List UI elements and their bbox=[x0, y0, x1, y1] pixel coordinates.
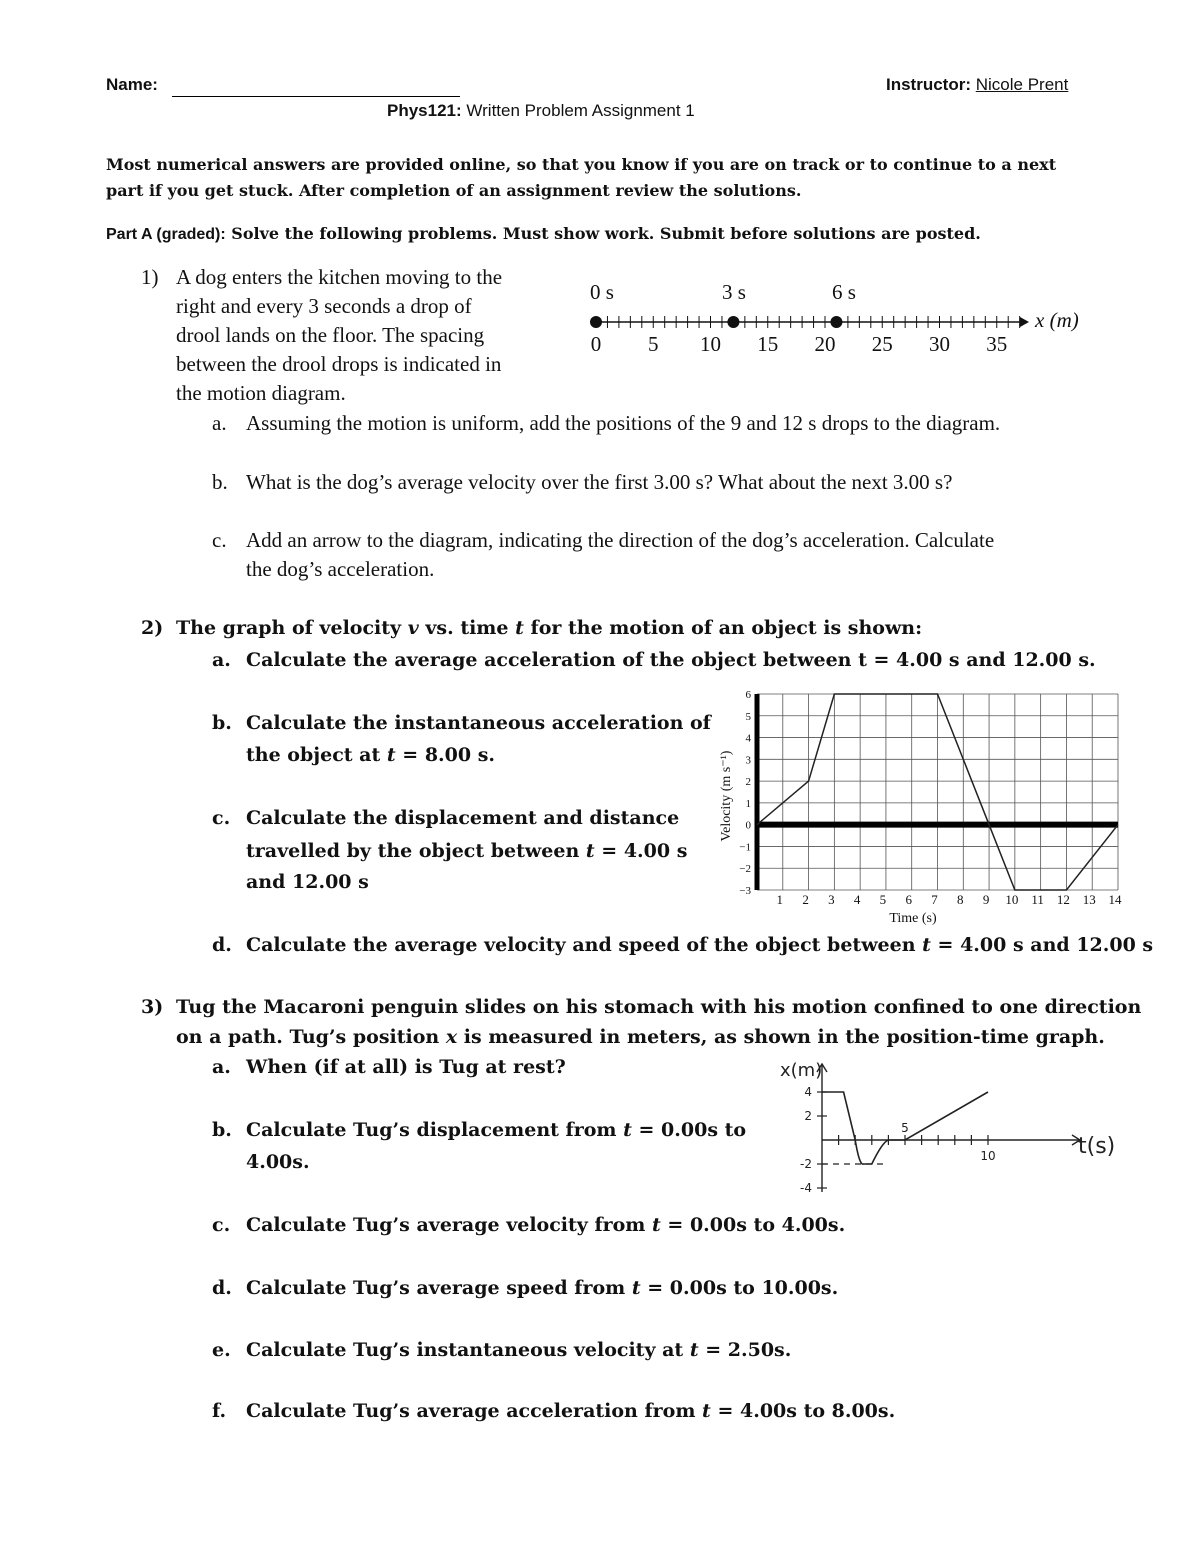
q3-title-part: on a path. Tug’s position bbox=[176, 1026, 446, 1048]
pt-y-tick-label: 2 bbox=[804, 1109, 812, 1123]
q1c-text-cont: the dog’s acceleration. bbox=[246, 557, 435, 581]
q1a-label: a. bbox=[212, 411, 227, 435]
q2b-t: t bbox=[386, 744, 396, 766]
pt-x-tick-label: 5 bbox=[901, 1121, 909, 1135]
q3-part-a bbox=[212, 1052, 566, 1083]
vt-x-tick-label: 9 bbox=[982, 892, 990, 907]
q1-line: the motion diagram. bbox=[176, 381, 346, 405]
vt-x-tick-labels bbox=[777, 892, 1122, 907]
q3f-text-part: = 4.00s to 8.00s. bbox=[710, 1400, 896, 1422]
q2-part-b bbox=[212, 708, 711, 739]
q3a-text: When (if at all) is Tug at rest? bbox=[246, 1056, 566, 1078]
part-a-heading bbox=[106, 221, 981, 248]
q1-line: right and every 3 seconds a drop of bbox=[176, 294, 472, 318]
q1b-text: What is the dog’s average velocity over the first 3.00 s? What about the next 3.00 s? bbox=[246, 470, 953, 494]
q2c-label: c. bbox=[212, 807, 231, 829]
vt-y-tick-labels bbox=[739, 689, 751, 897]
q2-title-t: t bbox=[515, 617, 524, 639]
q2b-label: b. bbox=[212, 712, 232, 734]
vt-x-tick-label: 4 bbox=[853, 892, 861, 907]
q3-number: 3) bbox=[141, 996, 164, 1018]
q2-title-part: for the motion of an object is shown: bbox=[523, 617, 923, 639]
q1c-label: c. bbox=[212, 528, 227, 552]
q2-number: 2) bbox=[141, 617, 164, 639]
q2-part-a bbox=[212, 645, 1096, 676]
q2-part-c bbox=[212, 803, 679, 834]
q3-part-f bbox=[212, 1396, 895, 1427]
vt-x-tick-label: 12 bbox=[1056, 892, 1070, 907]
pt-y-tick-label: 4 bbox=[804, 1085, 812, 1099]
q2c-t: t bbox=[585, 840, 595, 862]
q2a-text: Calculate the average acceleration of the object between t = 4.00 s and 12.00 s. bbox=[246, 649, 1096, 671]
vt-x-tick-label: 13 bbox=[1082, 892, 1096, 907]
axis-tick-label: 25 bbox=[871, 332, 893, 356]
q3e-label: e. bbox=[212, 1339, 231, 1361]
q3-part-c bbox=[212, 1210, 845, 1241]
axis-tick-label: 5 bbox=[648, 332, 659, 356]
q3-part-d bbox=[212, 1273, 838, 1304]
vt-grid bbox=[757, 694, 1118, 890]
vt-y-tick-label: 4 bbox=[745, 732, 751, 745]
q2b-text: Calculate the instantaneous acceleration of bbox=[246, 712, 711, 734]
time-label-0s: 0 s bbox=[590, 280, 614, 304]
vt-y-tick-label: 0 bbox=[745, 819, 751, 832]
q3e-text-part: Calculate Tug’s instantaneous velocity at bbox=[246, 1339, 690, 1361]
q3c-label: c. bbox=[212, 1214, 231, 1236]
q3e-text-part: = 2.50s. bbox=[698, 1339, 792, 1361]
axis-tick-label: 15 bbox=[757, 332, 779, 356]
q2b-text-cont bbox=[246, 740, 495, 771]
q1-stem bbox=[176, 263, 502, 408]
q2d-t: t bbox=[922, 934, 931, 956]
q1a-text: Assuming the motion is uniform, add the positions of the 9 and 12 s drops to the diagram. bbox=[246, 411, 1001, 435]
q1-line: drool lands on the floor. The spacing bbox=[176, 323, 485, 347]
q1b-label: b. bbox=[212, 470, 228, 494]
part-a-text: Solve the following problems. Must show work. Submit before solutions are posted. bbox=[231, 224, 981, 243]
pt-y-tick-label: -2 bbox=[800, 1157, 812, 1171]
vt-x-tick-label: 7 bbox=[931, 892, 938, 907]
q2b-text-part: the object at bbox=[246, 744, 387, 766]
vt-x-tick-label: 10 bbox=[1005, 892, 1019, 907]
vt-x-tick-label: 5 bbox=[879, 892, 887, 907]
vt-x-axis-label: Time (s) bbox=[889, 911, 937, 926]
q3e-t: t bbox=[689, 1339, 699, 1361]
q3-title-1: Tug the Macaroni penguin slides on his stomach with his motion confined to one direction bbox=[176, 996, 1142, 1018]
q3-title-2 bbox=[176, 1022, 1105, 1053]
course-code: Phys121: bbox=[387, 101, 462, 120]
pt-y-axis-label: x(m) bbox=[780, 1060, 823, 1081]
q3f-t: t bbox=[702, 1400, 711, 1422]
q3d-text-part: Calculate Tug’s average speed from bbox=[246, 1277, 632, 1299]
vt-y-axis-label: Velocity (m s⁻¹) bbox=[719, 750, 734, 842]
q1-part-a bbox=[212, 409, 1000, 438]
q2a-label: a. bbox=[212, 649, 231, 671]
q3c-text-part: = 0.00s to 4.00s. bbox=[660, 1214, 846, 1236]
axis-tick-label: 35 bbox=[986, 332, 1008, 356]
q2c-text-part: travelled by the object between bbox=[246, 840, 586, 862]
q3d-label: d. bbox=[212, 1277, 232, 1299]
velocity-time-chart bbox=[705, 686, 1125, 926]
q2d-text-part: Calculate the average velocity and speed of the object between bbox=[246, 934, 923, 956]
q3-title-part: is measured in meters, as shown in the position-time graph. bbox=[457, 1026, 1105, 1048]
q3b-text-cont: 4.00s. bbox=[246, 1151, 310, 1173]
pt-x-axis-label: t(s) bbox=[1078, 1134, 1116, 1159]
vt-x-tick-label: 1 bbox=[776, 892, 784, 907]
q3b-t: t bbox=[623, 1119, 632, 1141]
vt-x-tick-label: 8 bbox=[957, 892, 964, 907]
q3b-text-part: Calculate Tug’s displacement from bbox=[246, 1119, 624, 1141]
q1-part-c bbox=[212, 526, 994, 555]
intro-line-1: Most numerical answers are provided online, so that you know if you are on track or to continue to a next bbox=[106, 155, 1057, 174]
vt-y-tick-label: −1 bbox=[739, 841, 751, 854]
vt-y-tick-label: 3 bbox=[745, 754, 751, 767]
axis-label: x (m) bbox=[1035, 308, 1079, 332]
drool-drop-dot bbox=[727, 316, 739, 328]
q2-title-part: The graph of velocity bbox=[176, 617, 408, 639]
q3d-t: t bbox=[631, 1277, 641, 1299]
pt-x-tick-label: 10 bbox=[980, 1149, 996, 1163]
q3-part-b bbox=[212, 1115, 746, 1146]
axis-tick-label: 30 bbox=[929, 332, 950, 356]
q3c-t: t bbox=[652, 1214, 661, 1236]
pt-y-tick-label: -4 bbox=[800, 1181, 812, 1195]
drool-drop-dot bbox=[830, 316, 842, 328]
instructor-name: Nicole Prent bbox=[975, 75, 1069, 94]
q1-number: 1) bbox=[141, 265, 159, 289]
instructor-line bbox=[886, 75, 1068, 95]
vt-y-tick-label: −3 bbox=[739, 885, 751, 897]
axis-tick-label: 0 bbox=[590, 332, 602, 356]
q2-title bbox=[176, 613, 922, 644]
assignment-title: Written Problem Assignment 1 bbox=[466, 101, 695, 120]
vt-y-tick-label: 2 bbox=[745, 776, 751, 789]
q2c-text-cont bbox=[246, 836, 687, 867]
axis-tick-labels bbox=[591, 332, 1008, 356]
q3f-text-part: Calculate Tug’s average acceleration from bbox=[246, 1400, 703, 1422]
position-time-sketch bbox=[770, 1052, 1150, 1202]
q2c-text-part: = 4.00 s bbox=[594, 840, 688, 862]
vt-y-tick-label: 5 bbox=[745, 710, 751, 723]
q2d-label: d. bbox=[212, 934, 232, 956]
intro-line-2: part if you get stuck. After completion of an assignment review the solutions. bbox=[106, 181, 802, 200]
q3d-text-part: = 0.00s to 10.00s. bbox=[640, 1277, 839, 1299]
q2b-text-part: = 8.00 s. bbox=[395, 744, 496, 766]
vt-x-tick-label: 6 bbox=[905, 892, 912, 907]
q1-part-b bbox=[212, 468, 952, 497]
q3a-label: a. bbox=[212, 1056, 231, 1078]
part-a-label: Part A (graded): bbox=[106, 226, 226, 243]
q3-title-x: x bbox=[445, 1026, 458, 1048]
q2c-text-end: and 12.00 s bbox=[246, 871, 369, 893]
axis-arrowhead-icon bbox=[1020, 317, 1029, 327]
vt-y-tick-label: 6 bbox=[745, 689, 751, 701]
q2-title-part: vs. time bbox=[418, 617, 516, 639]
drool-drop-dot bbox=[590, 316, 602, 328]
page-title bbox=[387, 101, 695, 121]
time-label-3s: 3 s bbox=[722, 280, 746, 304]
q1-line: A dog enters the kitchen moving to the bbox=[176, 265, 503, 289]
vt-x-tick-label: 14 bbox=[1108, 892, 1122, 907]
q3f-label: f. bbox=[212, 1400, 227, 1422]
axis-tick-label: 20 bbox=[814, 332, 836, 356]
name-field-line[interactable] bbox=[172, 96, 460, 97]
time-label-6s: 6 s bbox=[832, 280, 856, 304]
q3-part-e bbox=[212, 1335, 791, 1366]
q2-part-d bbox=[212, 930, 1153, 961]
q2-title-v: v bbox=[407, 617, 419, 639]
q3c-text-part: Calculate Tug’s average velocity from bbox=[246, 1214, 653, 1236]
q3b-text-part: = 0.00s to bbox=[631, 1119, 747, 1141]
vt-y-tick-label: 1 bbox=[745, 797, 751, 810]
vt-y-tick-label: −2 bbox=[739, 863, 751, 876]
name-label: Name: bbox=[106, 75, 158, 94]
q2d-text-part: = 4.00 s and 12.00 s bbox=[930, 934, 1154, 956]
q1c-text: Add an arrow to the diagram, indicating the direction of the dog’s acceleration. Calculate bbox=[246, 528, 995, 552]
q1-line: between the drool drops is indicated in bbox=[176, 352, 502, 376]
q2c-text: Calculate the displacement and distance bbox=[246, 807, 680, 829]
vt-x-tick-label: 3 bbox=[828, 892, 835, 907]
axis-tick-label: 10 bbox=[700, 332, 721, 356]
instructor-label: Instructor: bbox=[886, 75, 971, 94]
q3b-label: b. bbox=[212, 1119, 232, 1141]
vt-x-tick-label: 2 bbox=[802, 892, 809, 907]
vt-x-tick-label: 11 bbox=[1031, 892, 1044, 907]
motion-diagram bbox=[580, 275, 1100, 360]
